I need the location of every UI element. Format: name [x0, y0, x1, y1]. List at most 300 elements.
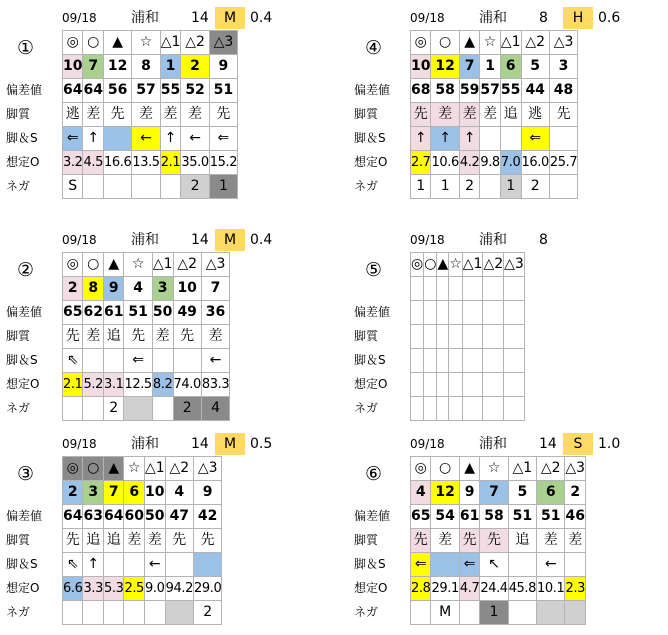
- track-condition-badge: M: [215, 7, 245, 29]
- negative-cell: [160, 175, 181, 199]
- expected-odds-row: [63, 577, 222, 601]
- negative-cell: [124, 601, 144, 625]
- leg-speed-row: [411, 553, 586, 577]
- row-label: ネガ: [6, 179, 31, 193]
- leg-speed-cell: ←: [181, 127, 209, 151]
- horse-number-row: [63, 481, 222, 505]
- running-style-cell: 先: [549, 103, 577, 127]
- deviation-cell: 49: [173, 301, 201, 325]
- mark-cell: ◎: [411, 31, 431, 55]
- deviation-cell: 47: [165, 505, 193, 529]
- mark-cell: △2: [483, 253, 504, 277]
- row-label: 想定O: [6, 581, 40, 595]
- row-label: 脚＆S: [354, 557, 386, 571]
- negative-row: [411, 175, 578, 199]
- deviation-cell: 51: [508, 505, 536, 529]
- horse-number-cell: 5: [521, 55, 549, 79]
- leg-speed-cell: [483, 349, 504, 373]
- leg-speed-cell: [165, 553, 193, 577]
- leg-speed-row: [411, 349, 525, 373]
- running-style-cell: 差: [565, 529, 586, 553]
- horse-number-row: [411, 277, 525, 301]
- deviation-cell: [437, 301, 449, 325]
- expected-odds-cell: 10.6: [431, 151, 459, 175]
- race-number: ⑥: [365, 463, 383, 485]
- row-label: 想定O: [354, 581, 388, 595]
- mark-cell: △2: [537, 457, 565, 481]
- expected-odds-cell: 2.7: [411, 151, 431, 175]
- running-style-cell: [483, 325, 504, 349]
- mark-cell: ▲: [103, 253, 123, 277]
- row-label: ネガ: [6, 401, 31, 415]
- leg-speed-cell: [549, 127, 577, 151]
- deviation-cell: [411, 301, 424, 325]
- expected-odds-cell: 16.0: [521, 151, 549, 175]
- running-style-cell: 逃: [63, 103, 83, 127]
- running-style-cell: 差: [152, 325, 173, 349]
- expected-odds-cell: [483, 373, 504, 397]
- leg-speed-row: [411, 127, 578, 151]
- deviation-cell: 48: [549, 79, 577, 103]
- negative-cell: 2: [103, 397, 123, 421]
- running-style-cell: 追: [500, 103, 521, 127]
- race-date: 09/18: [62, 11, 97, 25]
- row-label: 想定O: [354, 155, 388, 169]
- negative-row: [63, 397, 230, 421]
- track-condition-badge: S: [563, 433, 593, 455]
- leg-speed-row: [63, 349, 230, 373]
- deviation-cell: 50: [144, 505, 165, 529]
- leg-speed-cell: [103, 553, 123, 577]
- race-date: 09/18: [62, 437, 97, 451]
- mark-cell: ◎: [411, 253, 424, 277]
- row-label: 脚質: [6, 329, 31, 343]
- negative-cell: [424, 397, 437, 421]
- expected-odds-cell: 16.6: [103, 151, 131, 175]
- horse-number-cell: [411, 277, 424, 301]
- deviation-cell: 64: [103, 505, 123, 529]
- venue-name: 浦和: [131, 232, 159, 248]
- deviation-cell: 65: [63, 301, 83, 325]
- negative-row: [411, 397, 525, 421]
- expected-odds-cell: 2.3: [565, 577, 586, 601]
- row-label: 脚＆S: [6, 557, 38, 571]
- expected-odds-cell: [504, 373, 525, 397]
- running-style-row: [411, 529, 586, 553]
- leg-speed-cell: [480, 127, 500, 151]
- negative-cell: 4: [201, 397, 229, 421]
- negative-row: [63, 175, 238, 199]
- horse-number-cell: 7: [83, 55, 103, 79]
- horse-number-cell: [483, 277, 504, 301]
- row-label: 脚＆S: [354, 131, 386, 145]
- leg-speed-row: [63, 127, 238, 151]
- mark-cell: △3: [565, 457, 586, 481]
- horse-number-cell: 3: [83, 481, 103, 505]
- prediction-grid: [410, 456, 586, 625]
- horse-number-cell: 7: [103, 481, 123, 505]
- negative-cell: [83, 601, 103, 625]
- mark-cell: ◎: [63, 253, 83, 277]
- mark-cell: ▲: [103, 31, 131, 55]
- race-number: ⑤: [365, 259, 383, 281]
- running-style-row: [63, 103, 238, 127]
- race-date: 09/18: [410, 437, 445, 451]
- negative-cell: 2: [173, 397, 201, 421]
- mark-cell: ☆: [132, 31, 160, 55]
- mark-cell: △3: [549, 31, 577, 55]
- horse-number-cell: 12: [431, 55, 459, 79]
- deviation-cell: 68: [411, 79, 431, 103]
- mark-row: [411, 31, 578, 55]
- leg-speed-cell: ↑: [411, 127, 431, 151]
- running-style-cell: 先: [63, 325, 83, 349]
- row-label: 脚質: [6, 107, 31, 121]
- negative-cell: [508, 601, 536, 625]
- mark-cell: △1: [508, 457, 536, 481]
- deviation-cell: 62: [83, 301, 103, 325]
- horse-number-cell: 12: [431, 481, 459, 505]
- negative-cell: 2: [459, 175, 479, 199]
- negative-cell: [549, 175, 577, 199]
- leg-speed-cell: [462, 349, 483, 373]
- deviation-cell: 64: [63, 505, 83, 529]
- leg-speed-cell: [449, 349, 463, 373]
- deviation-cell: [462, 301, 483, 325]
- row-label: 想定O: [6, 377, 40, 391]
- leg-speed-cell: [431, 553, 459, 577]
- negative-cell: [83, 397, 103, 421]
- running-style-cell: 差: [201, 325, 229, 349]
- field-size: 14: [539, 436, 557, 452]
- running-style-cell: 追: [508, 529, 536, 553]
- leg-speed-cell: [103, 349, 123, 373]
- deviation-cell: [449, 301, 463, 325]
- leg-speed-cell: [424, 349, 437, 373]
- mark-cell: ○: [431, 31, 459, 55]
- row-label: ネガ: [354, 401, 379, 415]
- leg-speed-cell: ←: [144, 553, 165, 577]
- moisture-value: 0.4: [250, 10, 273, 26]
- mark-cell: ▲: [437, 253, 449, 277]
- deviation-row: [411, 505, 586, 529]
- running-style-cell: 先: [124, 325, 152, 349]
- expected-odds-cell: [411, 373, 424, 397]
- expected-odds-row: [411, 373, 525, 397]
- leg-speed-cell: ↑: [459, 127, 479, 151]
- expected-odds-cell: [437, 373, 449, 397]
- race-date: 09/18: [410, 11, 445, 25]
- venue-name: 浦和: [131, 436, 159, 452]
- deviation-cell: 59: [459, 79, 479, 103]
- expected-odds-cell: 7.0: [500, 151, 521, 175]
- mark-cell: ☆: [480, 31, 500, 55]
- expected-odds-cell: 4.5: [83, 151, 103, 175]
- mark-cell: △3: [193, 457, 221, 481]
- running-style-cell: 先: [103, 103, 131, 127]
- negative-cell: [103, 175, 131, 199]
- deviation-cell: 54: [431, 505, 459, 529]
- leg-speed-cell: ↑: [83, 127, 103, 151]
- negative-cell: [83, 175, 103, 199]
- field-size: 14: [191, 10, 209, 26]
- track-condition-badge: M: [215, 433, 245, 455]
- venue-name: 浦和: [479, 10, 507, 26]
- deviation-cell: 61: [103, 301, 123, 325]
- negative-cell: [144, 601, 165, 625]
- horse-number-cell: 2: [63, 481, 83, 505]
- negative-cell: 1: [411, 175, 431, 199]
- horse-number-cell: 8: [83, 277, 103, 301]
- deviation-cell: 51: [537, 505, 565, 529]
- expected-odds-cell: 2.8: [411, 577, 431, 601]
- expected-odds-cell: 3.1: [103, 373, 123, 397]
- deviation-row: [63, 505, 222, 529]
- mark-cell: ◎: [63, 31, 83, 55]
- running-style-cell: 追: [83, 529, 103, 553]
- row-label: 脚＆S: [6, 131, 38, 145]
- leg-speed-cell: [173, 349, 201, 373]
- negative-cell: 2: [181, 175, 209, 199]
- row-label: 偏差値: [6, 305, 43, 319]
- deviation-row: [411, 301, 525, 325]
- mark-row: [63, 253, 230, 277]
- running-style-row: [411, 325, 525, 349]
- leg-speed-cell: ↖: [480, 553, 508, 577]
- row-label: 脚質: [354, 533, 379, 547]
- mark-cell: △1: [152, 253, 173, 277]
- leg-speed-cell: ↑: [83, 553, 103, 577]
- expected-odds-cell: 12.5: [124, 373, 152, 397]
- mark-row: [63, 31, 238, 55]
- running-style-cell: 先: [63, 529, 83, 553]
- race-number: ②: [17, 259, 35, 281]
- running-style-cell: 差: [480, 103, 500, 127]
- deviation-cell: 58: [480, 505, 508, 529]
- mark-cell: △2: [521, 31, 549, 55]
- deviation-cell: 63: [83, 505, 103, 529]
- horse-number-cell: 6: [537, 481, 565, 505]
- leg-speed-cell: ←: [201, 349, 229, 373]
- negative-cell: [565, 601, 586, 625]
- deviation-row: [63, 79, 238, 103]
- running-style-cell: [449, 325, 463, 349]
- leg-speed-cell: ⇖: [63, 349, 83, 373]
- leg-speed-cell: ⇐: [459, 553, 479, 577]
- running-style-cell: 先: [411, 529, 431, 553]
- negative-cell: [462, 397, 483, 421]
- running-style-cell: [411, 325, 424, 349]
- field-size: 14: [191, 232, 209, 248]
- horse-number-cell: 2: [565, 481, 586, 505]
- row-label: 偏差値: [354, 83, 391, 97]
- race-number: ④: [365, 37, 383, 59]
- horse-number-cell: 9: [193, 481, 221, 505]
- race-date: 09/18: [410, 233, 445, 247]
- expected-odds-cell: 25.7: [549, 151, 577, 175]
- expected-odds-cell: 15.2: [209, 151, 237, 175]
- running-style-cell: 差: [132, 103, 160, 127]
- mark-row: [411, 253, 525, 277]
- leg-speed-cell: ←: [132, 127, 160, 151]
- mark-cell: △2: [181, 31, 209, 55]
- horse-number-cell: [462, 277, 483, 301]
- mark-cell: ○: [431, 457, 459, 481]
- running-style-cell: [462, 325, 483, 349]
- mark-cell: ○: [424, 253, 437, 277]
- deviation-cell: [483, 301, 504, 325]
- row-label: 偏差値: [6, 509, 43, 523]
- row-label: 脚＆S: [6, 353, 38, 367]
- negative-cell: 2: [193, 601, 221, 625]
- deviation-cell: 57: [132, 79, 160, 103]
- deviation-cell: 65: [411, 505, 431, 529]
- horse-number-cell: 1: [160, 55, 181, 79]
- leg-speed-cell: ⇐: [63, 127, 83, 151]
- moisture-value: 0.6: [598, 10, 621, 26]
- deviation-cell: 36: [201, 301, 229, 325]
- horse-number-cell: 9: [459, 481, 479, 505]
- horse-number-row: [411, 55, 578, 79]
- mark-cell: △3: [504, 253, 525, 277]
- running-style-row: [63, 529, 222, 553]
- negative-cell: 1: [480, 601, 508, 625]
- expected-odds-row: [63, 151, 238, 175]
- running-style-cell: 差: [160, 103, 181, 127]
- horse-number-cell: 10: [173, 277, 201, 301]
- leg-speed-cell: [508, 553, 536, 577]
- expected-odds-cell: 83.3: [201, 373, 229, 397]
- expected-odds-row: [411, 151, 578, 175]
- horse-number-cell: [424, 277, 437, 301]
- venue-name: 浦和: [479, 232, 507, 248]
- mark-cell: △1: [462, 253, 483, 277]
- horse-number-cell: 9: [103, 277, 123, 301]
- expected-odds-cell: 74.0: [173, 373, 201, 397]
- negative-cell: [63, 397, 83, 421]
- negative-cell: 2: [521, 175, 549, 199]
- expected-odds-cell: 10.1: [537, 577, 565, 601]
- expected-odds-row: [63, 373, 230, 397]
- mark-cell: △2: [173, 253, 201, 277]
- mark-cell: ○: [83, 457, 103, 481]
- leg-speed-cell: [437, 349, 449, 373]
- horse-number-cell: 8: [132, 55, 160, 79]
- horse-number-cell: 10: [144, 481, 165, 505]
- deviation-row: [63, 301, 230, 325]
- expected-odds-cell: 6.6: [63, 577, 83, 601]
- expected-odds-cell: 2.5: [124, 577, 144, 601]
- running-style-cell: 差: [431, 529, 459, 553]
- expected-odds-cell: 94.2: [165, 577, 193, 601]
- expected-odds-cell: 4.2: [459, 151, 479, 175]
- expected-odds-cell: 29.1: [431, 577, 459, 601]
- mark-cell: ▲: [459, 457, 479, 481]
- deviation-cell: 44: [521, 79, 549, 103]
- field-size: 14: [191, 436, 209, 452]
- row-label: ネガ: [354, 605, 379, 619]
- track-condition-badge: H: [563, 7, 593, 29]
- running-style-cell: 差: [83, 103, 103, 127]
- expected-odds-cell: 3.2: [63, 151, 83, 175]
- negative-cell: [165, 601, 193, 625]
- expected-odds-cell: 45.8: [508, 577, 536, 601]
- running-style-cell: 先: [165, 529, 193, 553]
- mark-cell: △2: [165, 457, 193, 481]
- row-label: 偏差値: [6, 83, 43, 97]
- negative-cell: [132, 175, 160, 199]
- horse-number-cell: 5: [508, 481, 536, 505]
- leg-speed-cell: ⇖: [63, 553, 83, 577]
- mark-row: [63, 457, 222, 481]
- deviation-cell: 61: [459, 505, 479, 529]
- mark-cell: ○: [83, 253, 103, 277]
- negative-cell: 1: [431, 175, 459, 199]
- expected-odds-cell: 5.3: [103, 577, 123, 601]
- horse-number-cell: [504, 277, 525, 301]
- deviation-cell: 46: [565, 505, 586, 529]
- row-label: 脚質: [354, 107, 379, 121]
- venue-name: 浦和: [479, 436, 507, 452]
- expected-odds-cell: 5.2: [83, 373, 103, 397]
- row-label: 脚質: [354, 329, 379, 343]
- field-size: 8: [539, 232, 548, 248]
- running-style-cell: 差: [431, 103, 459, 127]
- running-style-cell: [504, 325, 525, 349]
- negative-cell: [483, 397, 504, 421]
- leg-speed-cell: [411, 349, 424, 373]
- row-label: 想定O: [354, 377, 388, 391]
- prediction-grid: [410, 252, 525, 421]
- deviation-cell: 57: [480, 79, 500, 103]
- expected-odds-cell: 4.7: [459, 577, 479, 601]
- leg-speed-cell: [83, 349, 103, 373]
- running-style-cell: 追: [103, 325, 123, 349]
- horse-number-cell: 9: [209, 55, 237, 79]
- mark-cell: ☆: [449, 253, 463, 277]
- running-style-cell: 先: [411, 103, 431, 127]
- horse-number-row: [63, 277, 230, 301]
- negative-cell: [480, 175, 500, 199]
- running-style-cell: [424, 325, 437, 349]
- expected-odds-cell: [462, 373, 483, 397]
- deviation-cell: 64: [83, 79, 103, 103]
- negative-row: [63, 601, 222, 625]
- leg-speed-cell: [500, 127, 521, 151]
- expected-odds-row: [411, 577, 586, 601]
- expected-odds-cell: 35.0: [181, 151, 209, 175]
- running-style-cell: 追: [103, 529, 123, 553]
- prediction-grid: [62, 252, 230, 421]
- mark-cell: △3: [209, 31, 237, 55]
- mark-cell: ○: [83, 31, 103, 55]
- negative-cell: M: [431, 601, 459, 625]
- expected-odds-cell: 9.0: [144, 577, 165, 601]
- race-number: ①: [17, 37, 35, 59]
- expected-odds-cell: 13.5: [132, 151, 160, 175]
- horse-number-row: [63, 55, 238, 79]
- running-style-cell: 先: [173, 325, 201, 349]
- negative-cell: [504, 397, 525, 421]
- expected-odds-cell: 2.1: [63, 373, 83, 397]
- row-label: 脚＆S: [354, 353, 386, 367]
- deviation-cell: 55: [160, 79, 181, 103]
- deviation-cell: 52: [181, 79, 209, 103]
- leg-speed-cell: ↑: [160, 127, 181, 151]
- horse-number-cell: 7: [459, 55, 479, 79]
- deviation-row: [411, 79, 578, 103]
- horse-number-cell: [437, 277, 449, 301]
